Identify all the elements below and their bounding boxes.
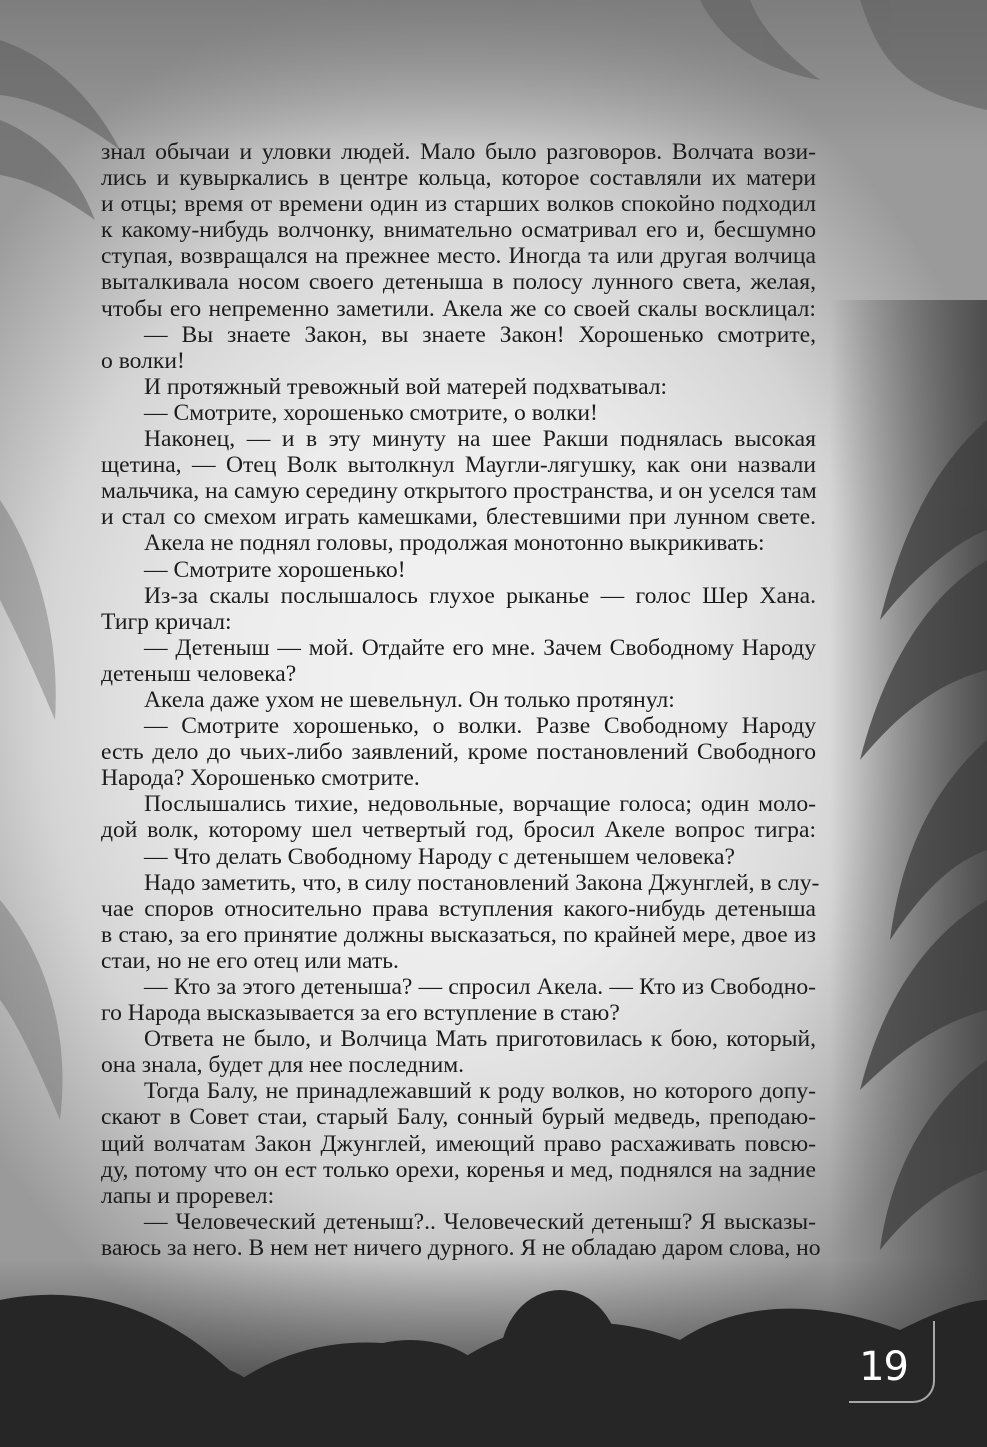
text-line: к какому-нибудь волчонку, внимательно осматривал его и, бесшумно: [101, 217, 816, 244]
text-line: — Смотрите, хорошенько смотрите, о волки!: [144, 399, 598, 426]
text-line: ступая, возвращался на прежнее место. Иногда та или другая волчица: [101, 243, 816, 270]
text-line: она знала, будет для нее последним.: [101, 1052, 465, 1079]
text-line: лапы и проревел:: [101, 1182, 275, 1209]
text-line: мальчика, на самую середину открытого пространства, и он уселся там: [101, 478, 817, 505]
text-line: в стаю, за его принятие должны высказаться, по крайней мере, двое из: [101, 921, 816, 948]
page-number: 19: [859, 1344, 908, 1390]
text-line: скают в Совет стаи, старый Балу, сонный бурый медведь, преподаю-: [101, 1104, 816, 1131]
text-line: и отцы; время от времени один из старших волков спокойно подходил: [101, 191, 816, 218]
text-line: Акела не поднял головы, продолжая монотонно выкрикивать:: [144, 530, 765, 557]
text-line: Народа? Хорошенько смотрите.: [101, 765, 420, 792]
text-line: И протяжный тревожный вой матерей подхватывал:: [144, 373, 668, 400]
text-line: Тогда Балу, не принадлежавший к роду волков, но которого допу-: [144, 1078, 816, 1105]
text-line: Из-за скалы послышалось глухое рыканье — голос Шер Хана.: [144, 582, 816, 609]
text-line: Ответа не было, и Волчица Мать приготовилась к бою, который,: [144, 1026, 816, 1053]
text-line: щий волчатам Закон Джунглей, имеющий право расхаживать повсю-: [101, 1130, 816, 1157]
text-line: Тигр кричал:: [101, 608, 232, 635]
text-line: — Детеныш — мой. Отдайте его мне. Зачем Свободному Народу: [144, 634, 816, 661]
text-line: выталкивала носом своего детеныша в полосу лунного света, желая,: [101, 269, 816, 296]
text-line: чае споров относительно права вступления какого-нибудь детеныша: [101, 895, 816, 922]
text-line: дой волк, которому шел четвертый год, бросил Акеле вопрос тигра:: [101, 817, 816, 844]
text-line: Акела даже ухом не шевельнул. Он только протянул:: [144, 686, 675, 713]
text-line: — Вы знаете Закон, вы знаете Закон! Хорошенько смотрите,: [144, 321, 816, 348]
text-line: — Смотрите хорошенько!: [144, 556, 406, 583]
text-line: есть дело до чьих-либо заявлений, кроме постановлений Свободного: [101, 739, 816, 766]
text-line: — Что делать Свободному Народу с детенышем человека?: [144, 843, 735, 870]
text-line: о волки!: [101, 347, 185, 374]
text-line: знал обычаи и уловки людей. Мало было разговоров. Волчата вози-: [101, 139, 816, 165]
text-line: Наконец, — и в эту минуту на шее Ракши поднялась высокая: [144, 426, 816, 453]
text-line: и стал со смехом играть камешками, блестевшими при лунном свете.: [101, 504, 816, 531]
text-line: — Кто за этого детеныша? — спросил Акела. — Кто из Свободно-: [144, 974, 816, 1000]
text-line: Послышались тихие, недовольные, ворчащие голоса; один моло-: [144, 791, 816, 818]
text-line: щетина, — Отец Волк вытолкнул Маугли-лягушку, как они назвали: [101, 452, 816, 479]
text-line: стаи, но не его отец или мать.: [101, 947, 399, 974]
text-line: — Человеческий детеныш?.. Человеческий детеныш? Я высказы-: [144, 1208, 816, 1235]
body-text: [101, 139, 821, 1261]
text-line: ваюсь за него. В нем нет ничего дурного. Я не обладаю даром слова, но: [101, 1234, 821, 1261]
text-line: — Смотрите хорошенько, о волки. Разве Свободному Народу: [144, 713, 816, 740]
text-line: Надо заметить, что, в силу постановлений Закона Джунглей, в слу-: [144, 869, 820, 896]
text-line: детеныш человека?: [101, 660, 297, 687]
text-line: чтобы его непременно заметили. Акела же со своей скалы восклицал:: [101, 295, 816, 322]
text-line: ду, потому что он ест только орехи, коренья и мед, поднялся на задние: [101, 1156, 816, 1183]
text-line: го Народа высказывается за его вступление в стаю?: [101, 1000, 620, 1027]
text-line: лись и кувыркались в центре кольца, которое составляли их матери: [101, 165, 816, 192]
